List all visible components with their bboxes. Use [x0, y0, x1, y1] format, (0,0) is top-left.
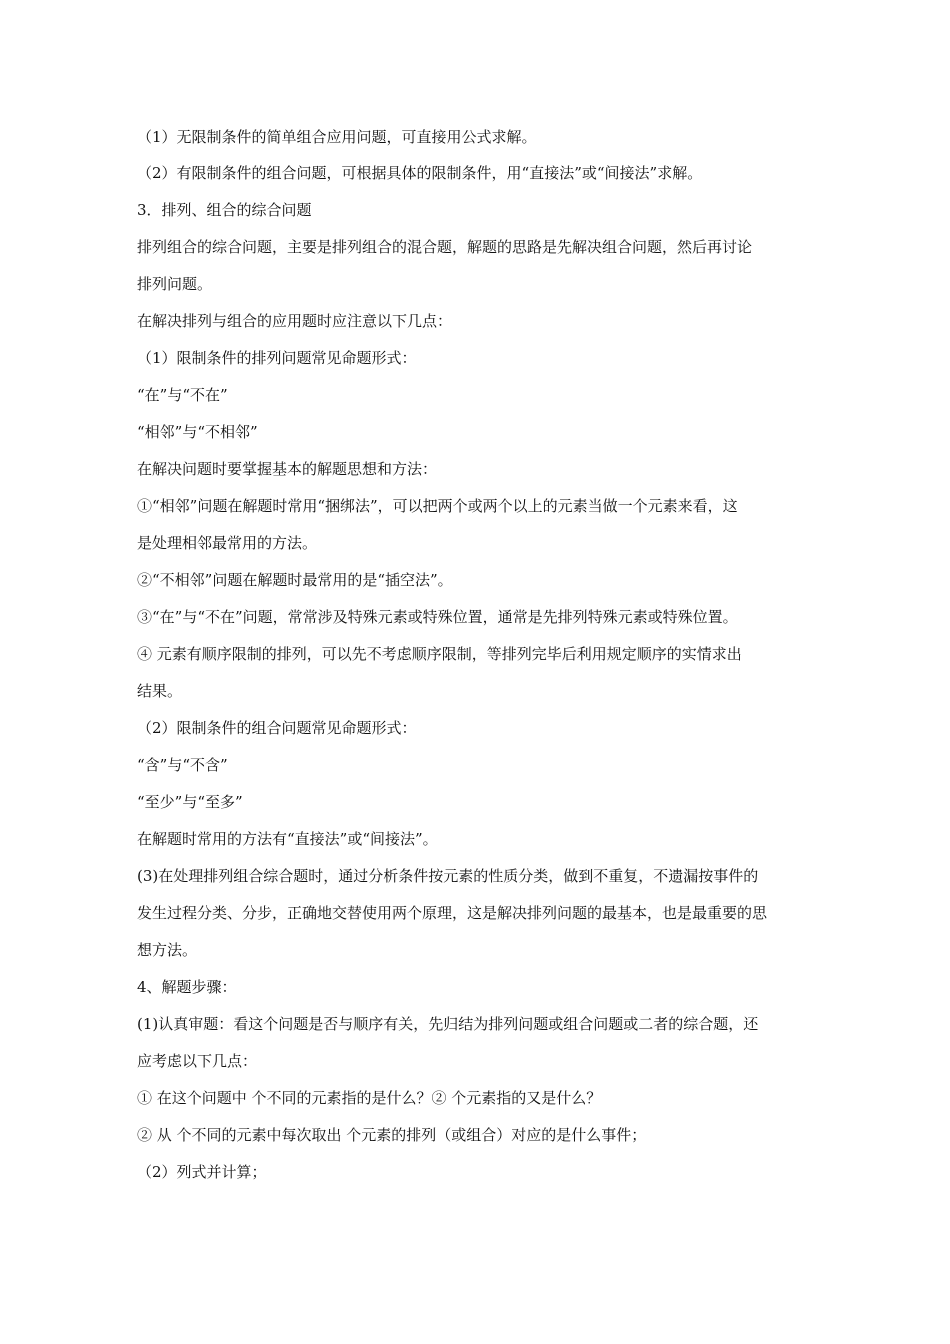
text-line: （1）限制条件的排列问题常见命题形式： [137, 349, 417, 367]
text-line: 应考虑以下几点： [137, 1052, 258, 1070]
text-line: （2）列式并计算； [137, 1163, 267, 1181]
section-heading: 3．排列、组合的综合问题 [137, 201, 312, 219]
text-line: 结果。 [137, 682, 183, 700]
text-line: 发生过程分类、分步，正确地交替使用两个原理，这是解决排列问题的最基本，也是最重要的思 [137, 904, 768, 922]
text-line: 是处理相邻最常用的方法。 [137, 534, 318, 552]
text-line: “含”与“不含” [137, 756, 228, 774]
text-line: ① 在这个问题中 个不同的元素指的是什么？② 个元素指的又是什么？ [137, 1089, 602, 1107]
text-line: 排列组合的综合问题，主要是排列组合的混合题，解题的思路是先解决组合问题，然后再讨论 [137, 238, 753, 256]
text-line: 在解题时常用的方法有“直接法”或“间接法”。 [137, 830, 438, 848]
text-line: ②“不相邻”问题在解题时最常用的是“插空法”。 [137, 571, 453, 589]
text-line: ② 从 个不同的元素中每次取出 个元素的排列（或组合）对应的是什么事件； [137, 1126, 647, 1144]
text-line: ①“相邻”问题在解题时常用“捆绑法”，可以把两个或两个以上的元素当做一个元素来看，这 [137, 497, 738, 515]
text-line: （2）有限制条件的组合问题，可根据具体的限制条件，用“直接法”或“间接法”求解。 [137, 164, 703, 182]
text-line: 排列问题。 [137, 275, 213, 293]
text-line: （2）限制条件的组合问题常见命题形式： [137, 719, 417, 737]
text-line: ④ 元素有顺序限制的排列，可以先不考虑顺序限制，等排列完毕后利用规定顺序的实情求出 [137, 645, 742, 663]
text-line: 想方法。 [137, 941, 198, 959]
section-heading: 4、解题步骤： [137, 978, 237, 996]
text-line: 在解决排列与组合的应用题时应注意以下几点： [137, 312, 453, 330]
text-line: “至少”与“至多” [137, 793, 243, 811]
text-line: (1)认真审题：看这个问题是否与顺序有关，先归结为排列问题或组合问题或二者的综合题，还 [137, 1015, 759, 1033]
text-line: 在解决问题时要掌握基本的解题思想和方法： [137, 460, 438, 478]
text-line: “在”与“不在” [137, 386, 228, 404]
text-line: ③“在”与“不在”问题，常常涉及特殊元素或特殊位置，通常是先排列特殊元素或特殊位置。 [137, 608, 738, 626]
text-line: “相邻”与“不相邻” [137, 423, 258, 441]
text-line: (3)在处理排列组合综合题时，通过分析条件按元素的性质分类，做到不重复，不遗漏按事件的 [137, 867, 759, 885]
text-line: （1）无限制条件的简单组合应用问题，可直接用公式求解。 [137, 128, 537, 146]
